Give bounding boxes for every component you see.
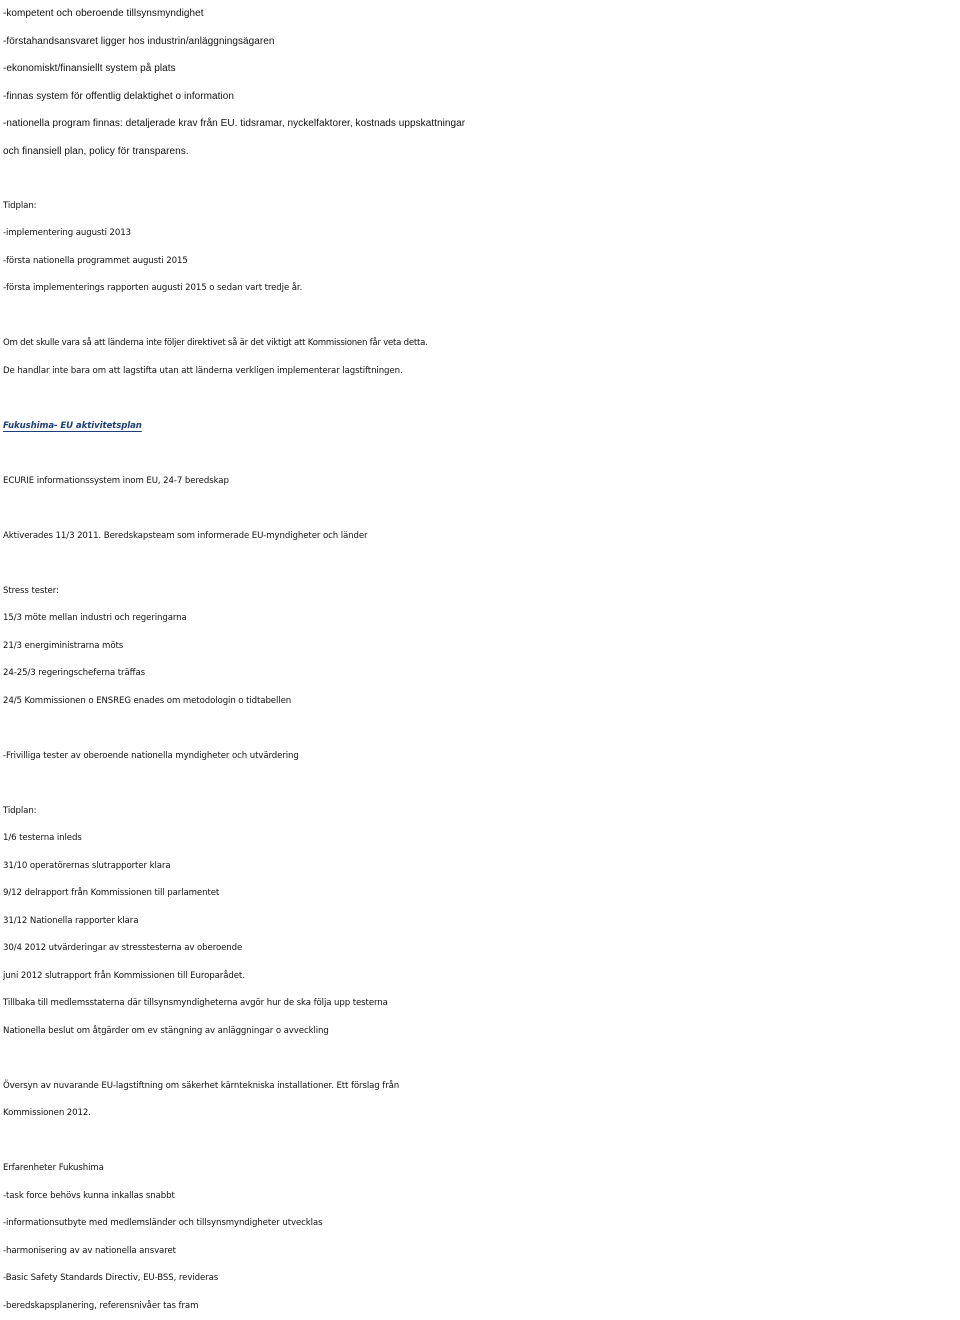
stress-test-heading: Stress tester: bbox=[3, 578, 957, 606]
tidplan-item: 1/6 testerna inleds bbox=[3, 825, 957, 853]
erfarenheter-heading: Erfarenheter Fukushima bbox=[3, 1155, 957, 1183]
spacer bbox=[3, 165, 957, 193]
spacer bbox=[3, 550, 957, 578]
paragraph-line: De handlar inte bara om att lagstifta utan att länderna verkligen implementerar lagstiftningen. bbox=[3, 358, 957, 386]
frivilliga-line: -Frivilliga tester av oberoende nationella myndigheter och utvärdering bbox=[3, 743, 957, 771]
spacer bbox=[3, 770, 957, 798]
stress-test-item: 24/5 Kommissionen o ENSREG enades om metodologin o tidtabellen bbox=[3, 688, 957, 716]
commission-note bbox=[3, 330, 957, 385]
requirements-list bbox=[3, 0, 957, 165]
paragraph-line: Översyn av nuvarande EU-lagstiftning om säkerhet kärntekniska installationer. Ett förslag från bbox=[3, 1073, 957, 1101]
tidplan-item: juni 2012 slutrapport från Kommissionen till Europarådet. bbox=[3, 963, 957, 991]
tidplan-heading: Tidplan: bbox=[3, 798, 957, 826]
spacer bbox=[3, 715, 957, 743]
tidplan-item: -första implementerings rapporten augusti 2015 o sedan vart tredje år. bbox=[3, 275, 957, 303]
requirement-item: -kompetent och oberoende tillsynsmyndighet bbox=[3, 0, 957, 28]
tidplan-item: 30/4 2012 utvärderingar av stresstesterna av oberoende bbox=[3, 935, 957, 963]
erfarenheter-item: -Basic Safety Standards Directiv, EU-BSS, revideras bbox=[3, 1265, 957, 1293]
requirement-item: -förstahandsansvaret ligger hos industrin/anläggningsägaren bbox=[3, 28, 957, 56]
tidplan-item: 31/10 operatörernas slutrapporter klara bbox=[3, 853, 957, 881]
paragraph-line: Kommissionen 2012. bbox=[3, 1100, 957, 1128]
tidplan-item: Tillbaka till medlemsstaterna där tillsynsmyndigheterna avgör hur de ska följa upp testerna bbox=[3, 990, 957, 1018]
spacer bbox=[3, 1128, 957, 1156]
requirement-item-continuation: och finansiell plan, policy för transparens. bbox=[3, 138, 957, 166]
tidplan-item: 31/12 Nationella rapporter klara bbox=[3, 908, 957, 936]
spacer bbox=[3, 495, 957, 523]
stress-test-item: 15/3 möte mellan industri och regeringarna bbox=[3, 605, 957, 633]
tidplan-item: -implementering augusti 2013 bbox=[3, 220, 957, 248]
stress-test-item: 21/3 energiministrarna möts bbox=[3, 633, 957, 661]
tidplan-item: -första nationella programmet augusti 2015 bbox=[3, 248, 957, 276]
spacer bbox=[3, 303, 957, 331]
erfarenheter-item: -harmonisering av av nationella ansvaret bbox=[3, 1238, 957, 1266]
paragraph-line: Om det skulle vara så att länderna inte följer direktivet så är det viktigt att Kommissionen får veta detta. bbox=[3, 330, 957, 358]
stress-test-item: 24-25/3 regeringscheferna träffas bbox=[3, 660, 957, 688]
requirement-item: -nationella program finnas: detaljerade krav från EU. tidsramar, nyckelfaktorer, kostnads uppskattningar bbox=[3, 110, 957, 138]
ecurie-line: ECURIE informationssystem inom EU, 24-7 beredskap bbox=[3, 468, 957, 496]
erfarenheter-item: -beredskapsplanering, referensnivåer tas fram bbox=[3, 1293, 957, 1320]
requirement-item: -ekonomiskt/finansiellt system på plats bbox=[3, 55, 957, 83]
spacer bbox=[3, 440, 957, 468]
stress-test-section bbox=[3, 578, 957, 716]
tidplan-item: Nationella beslut om åtgärder om ev stängning av anläggningar o avveckling bbox=[3, 1018, 957, 1046]
erfarenheter-section bbox=[3, 1155, 957, 1320]
tidplan-heading: Tidplan: bbox=[3, 193, 957, 221]
document-page bbox=[3, 0, 957, 1320]
aktiverades-line: Aktiverades 11/3 2011. Beredskapsteam som informerade EU-myndigheter och länder bbox=[3, 523, 957, 551]
spacer bbox=[3, 1045, 957, 1073]
erfarenheter-item: -task force behövs kunna inkallas snabbt bbox=[3, 1183, 957, 1211]
requirement-item: -finnas system för offentlig delaktighet o information bbox=[3, 83, 957, 111]
tidplan-item: 9/12 delrapport från Kommissionen till parlamentet bbox=[3, 880, 957, 908]
spacer bbox=[3, 385, 957, 413]
fukushima-heading: Fukushima- EU aktivitetsplan bbox=[3, 413, 957, 441]
tidplan-section-1 bbox=[3, 193, 957, 303]
tidplan-section-2 bbox=[3, 798, 957, 1046]
oversyn-paragraph bbox=[3, 1073, 957, 1128]
erfarenheter-item: -informationsutbyte med medlemsländer och tillsynsmyndigheter utvecklas bbox=[3, 1210, 957, 1238]
